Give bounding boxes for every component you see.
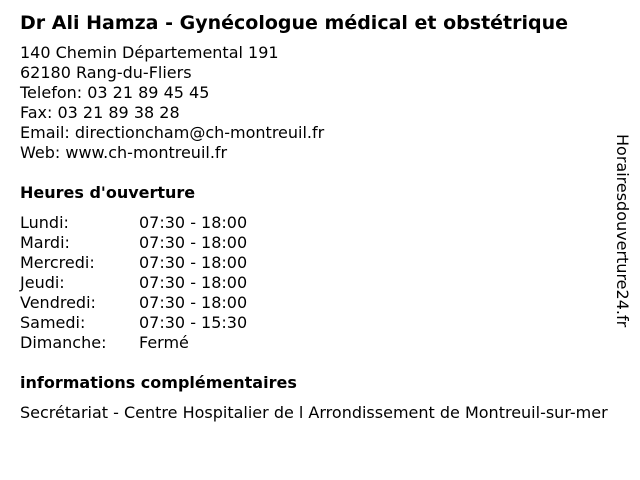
time-range: Fermé [139, 333, 189, 352]
fax-number: Fax: 03 21 89 38 28 [20, 103, 180, 122]
website: Web: www.ch-montreuil.fr [20, 143, 228, 162]
time-range: 07:30 - 18:00 [139, 213, 248, 232]
day-label: Dimanche: [20, 333, 107, 352]
hours-row-wednesday [20, 253, 300, 273]
opening-hours-heading: Heures d'ouverture [20, 183, 196, 202]
day-label: Vendredi: [20, 293, 96, 312]
hours-row-tuesday [20, 233, 300, 253]
additional-info-text: Secrétariat - Centre Hospitalier de l Arrondissement de Montreuil-sur-mer [20, 403, 608, 422]
hours-row-sunday [20, 333, 300, 353]
phone-number: Telefon: 03 21 89 45 45 [20, 83, 210, 102]
contact-block [20, 43, 324, 163]
opening-hours-table [20, 213, 300, 353]
additional-info-heading: informations complémentaires [20, 373, 297, 392]
email-address: Email: directioncham@ch-montreuil.fr [20, 123, 325, 142]
day-label: Lundi: [20, 213, 69, 232]
hours-row-saturday [20, 313, 300, 333]
time-range: 07:30 - 15:30 [139, 313, 248, 332]
hours-row-thursday [20, 273, 300, 293]
page-title: Dr Ali Hamza - Gynécologue médical et obstétrique [20, 12, 569, 34]
address-city: 62180 Rang-du-Fliers [20, 63, 192, 82]
address-street: 140 Chemin Départemental 191 [20, 43, 279, 62]
day-label: Samedi: [20, 313, 86, 332]
site-brand-vertical: Horairesdouverture24.fr [613, 134, 632, 328]
day-label: Mardi: [20, 233, 70, 252]
time-range: 07:30 - 18:00 [139, 293, 248, 312]
hours-row-friday [20, 293, 300, 313]
day-label: Jeudi: [20, 273, 65, 292]
time-range: 07:30 - 18:00 [139, 253, 248, 272]
time-range: 07:30 - 18:00 [139, 273, 248, 292]
hours-row-monday [20, 213, 300, 233]
day-label: Mercredi: [20, 253, 95, 272]
time-range: 07:30 - 18:00 [139, 233, 248, 252]
